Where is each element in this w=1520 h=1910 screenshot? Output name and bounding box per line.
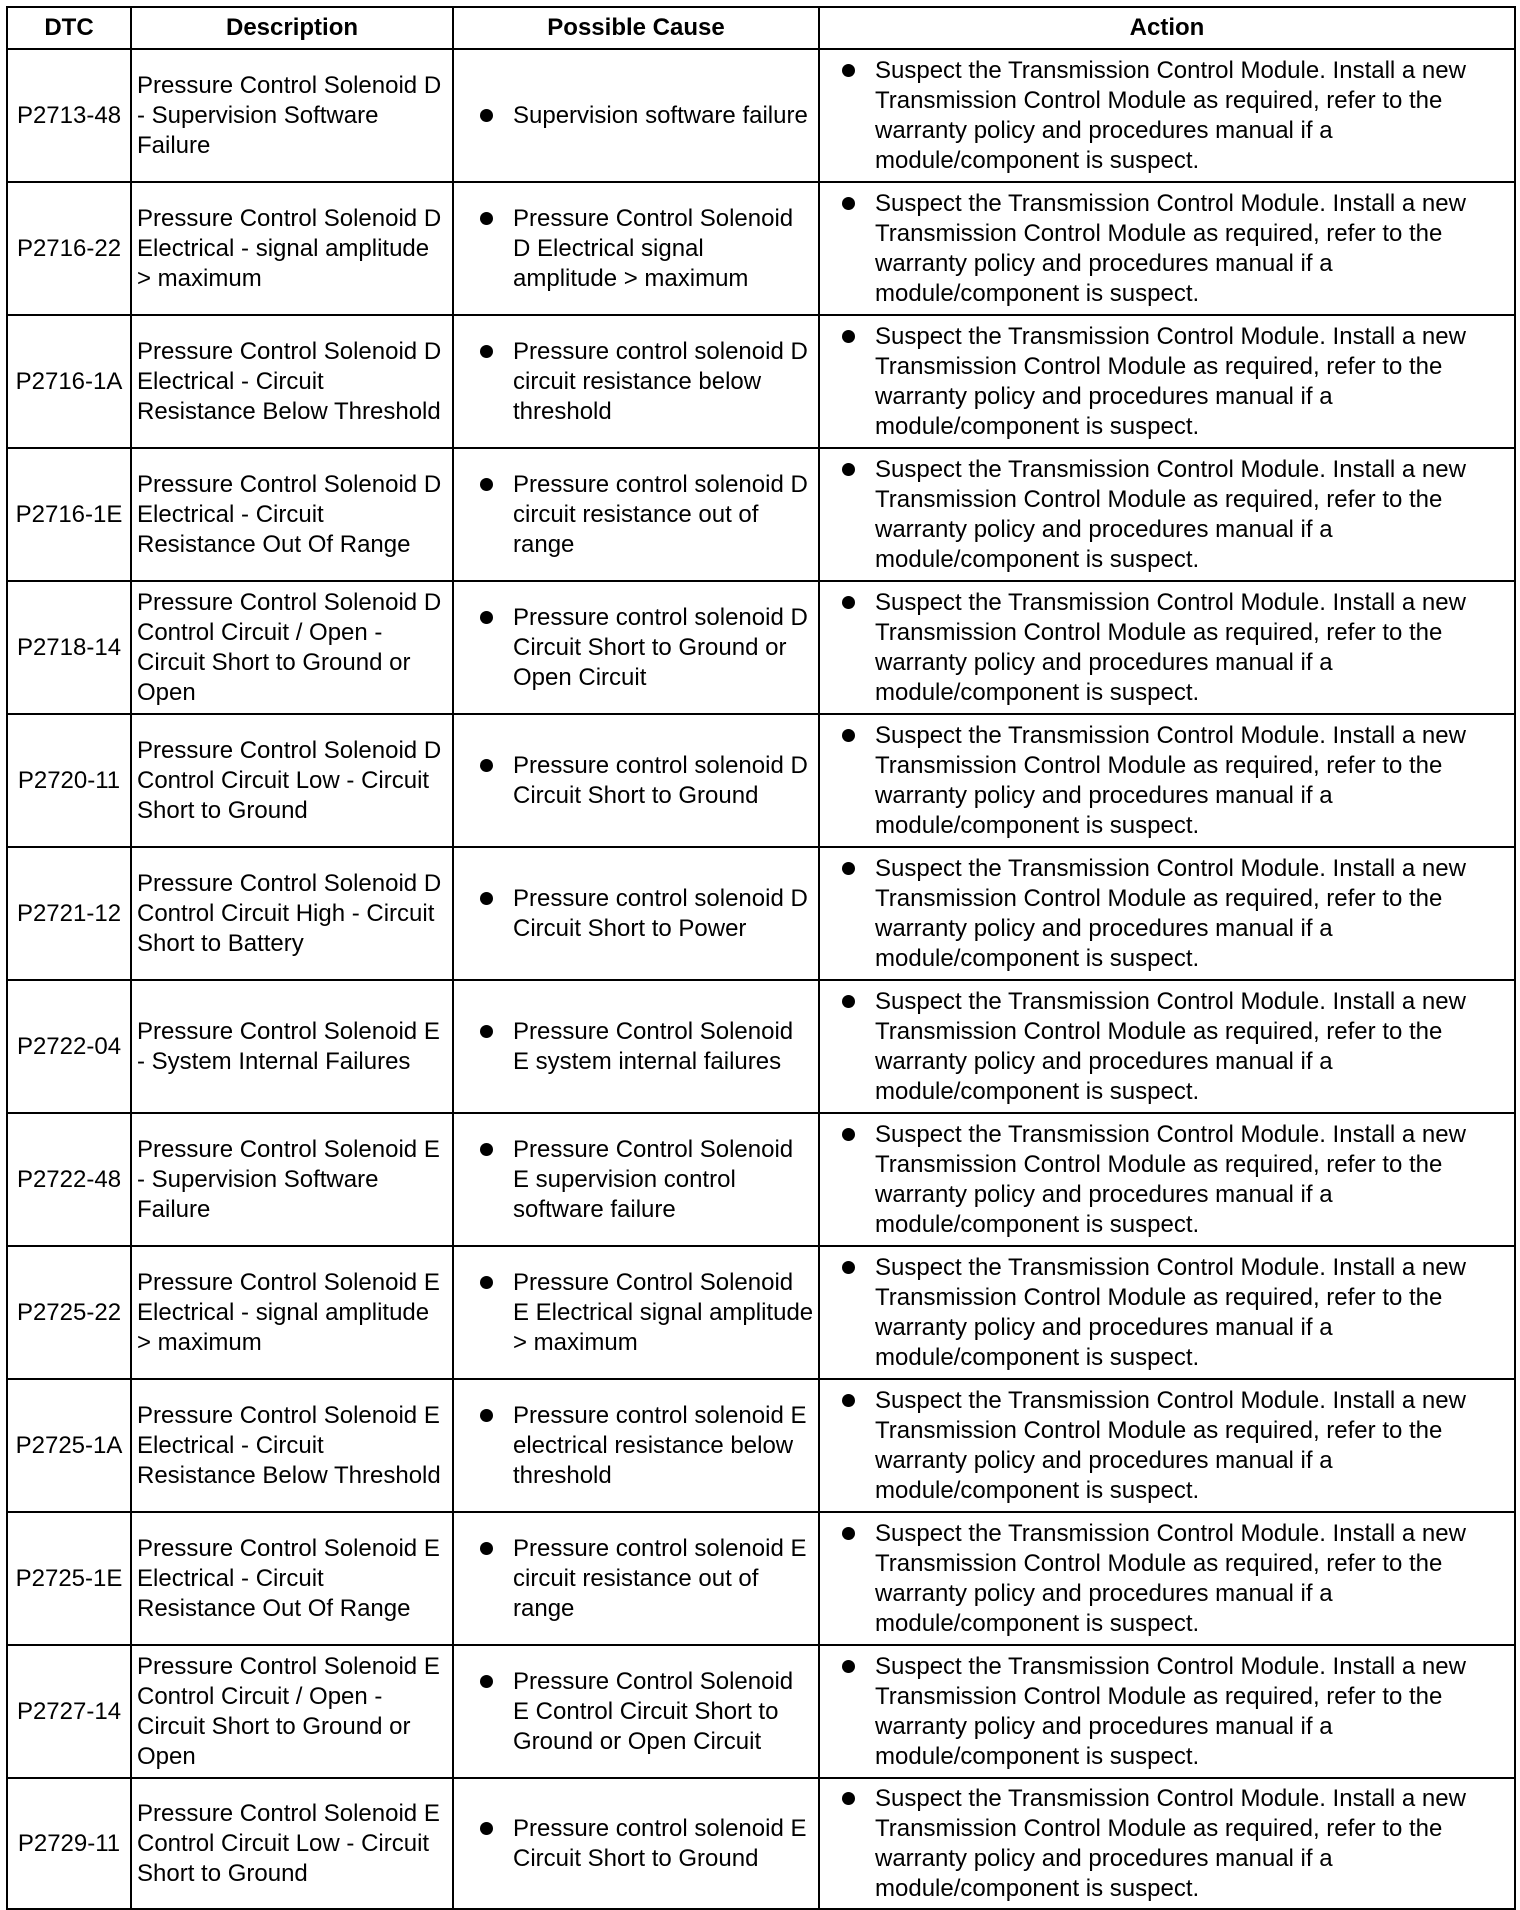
possible-cause-text: Pressure Control Solenoid E supervision control software failure bbox=[513, 1135, 794, 1223]
dtc-code: P2725-1E bbox=[7, 1512, 131, 1645]
dtc-code: P2729-11 bbox=[7, 1778, 131, 1909]
table-row-p2729-11 bbox=[7, 1778, 1515, 1909]
action-cell bbox=[819, 714, 1515, 847]
action-item bbox=[842, 189, 1508, 309]
description-cell: Pressure Control Solenoid E - Supervision Software Failure bbox=[131, 1113, 453, 1246]
action-cell bbox=[819, 1512, 1515, 1645]
bullet-icon bbox=[842, 1527, 855, 1540]
description-cell: Pressure Control Solenoid D Control Circuit Low - Circuit Short to Ground bbox=[131, 714, 453, 847]
bullet-icon bbox=[842, 197, 855, 210]
action-item bbox=[842, 1120, 1508, 1240]
possible-cause-text: Pressure control solenoid E Circuit Short to Ground bbox=[513, 1814, 807, 1872]
possible-cause-text: Pressure control solenoid D Circuit Short to Ground bbox=[513, 751, 808, 809]
action-text: Suspect the Transmission Control Module. Install a new Transmission Control Module as required, refer to the warranty policy and procedures manual if a module/component is suspect. bbox=[875, 1120, 1466, 1238]
action-item bbox=[842, 987, 1508, 1107]
possible-cause-text: Pressure control solenoid D circuit resistance below threshold bbox=[513, 337, 808, 425]
dtc-code: P2716-1E bbox=[7, 448, 131, 581]
bullet-icon bbox=[842, 995, 855, 1008]
action-cell bbox=[819, 1645, 1515, 1778]
description-cell: Pressure Control Solenoid E Control Circuit / Open - Circuit Short to Ground or Open bbox=[131, 1645, 453, 1778]
possible-cause-cell bbox=[453, 182, 819, 315]
possible-cause-cell bbox=[453, 49, 819, 182]
action-text: Suspect the Transmission Control Module. Install a new Transmission Control Module as required, refer to the warranty policy and procedures manual if a module/component is suspect. bbox=[875, 455, 1466, 573]
possible-cause-text: Pressure control solenoid E circuit resistance out of range bbox=[513, 1534, 807, 1622]
bullet-icon bbox=[842, 862, 855, 875]
action-text: Suspect the Transmission Control Module. Install a new Transmission Control Module as required, refer to the warranty policy and procedures manual if a module/component is suspect. bbox=[875, 721, 1466, 839]
action-text: Suspect the Transmission Control Module. Install a new Transmission Control Module as required, refer to the warranty policy and procedures manual if a module/component is suspect. bbox=[875, 1386, 1466, 1504]
bullet-icon bbox=[480, 1822, 493, 1835]
action-text: Suspect the Transmission Control Module. Install a new Transmission Control Module as required, refer to the warranty policy and procedures manual if a module/component is suspect. bbox=[875, 1253, 1466, 1371]
table-body bbox=[7, 49, 1515, 1909]
action-item bbox=[842, 854, 1508, 974]
possible-cause-cell bbox=[453, 1645, 819, 1778]
dtc-table bbox=[6, 6, 1516, 1910]
possible-cause-text: Pressure Control Solenoid E Control Circuit Short to Ground or Open Circuit bbox=[513, 1667, 794, 1755]
possible-cause-item bbox=[480, 1135, 814, 1225]
possible-cause-item bbox=[480, 1017, 814, 1077]
bullet-icon bbox=[480, 1143, 493, 1156]
header-possible-cause: Possible Cause bbox=[453, 7, 819, 49]
table-row-p2725-1e bbox=[7, 1512, 1515, 1645]
dtc-code: P2725-1A bbox=[7, 1379, 131, 1512]
bullet-icon bbox=[480, 759, 493, 772]
possible-cause-text: Supervision software failure bbox=[513, 101, 808, 129]
possible-cause-cell bbox=[453, 581, 819, 714]
bullet-icon bbox=[842, 729, 855, 742]
bullet-icon bbox=[842, 1660, 855, 1673]
possible-cause-cell bbox=[453, 1379, 819, 1512]
table-row-p2713-48 bbox=[7, 49, 1515, 182]
action-item bbox=[842, 56, 1508, 176]
description-cell: Pressure Control Solenoid D Electrical - Circuit Resistance Below Threshold bbox=[131, 315, 453, 448]
action-cell bbox=[819, 182, 1515, 315]
possible-cause-item bbox=[480, 337, 814, 427]
table-row-p2725-1a bbox=[7, 1379, 1515, 1512]
possible-cause-item bbox=[480, 1268, 814, 1358]
bullet-icon bbox=[480, 1276, 493, 1289]
header-dtc: DTC bbox=[7, 7, 131, 49]
possible-cause-item bbox=[480, 884, 814, 944]
bullet-icon bbox=[480, 212, 493, 225]
action-cell bbox=[819, 847, 1515, 980]
table-row-p2716-1a bbox=[7, 315, 1515, 448]
possible-cause-item bbox=[480, 603, 814, 693]
bullet-icon bbox=[842, 1261, 855, 1274]
action-text: Suspect the Transmission Control Module. Install a new Transmission Control Module as required, refer to the warranty policy and procedures manual if a module/component is suspect. bbox=[875, 588, 1466, 706]
possible-cause-cell bbox=[453, 315, 819, 448]
possible-cause-cell bbox=[453, 1778, 819, 1909]
possible-cause-item bbox=[480, 1814, 814, 1874]
action-cell bbox=[819, 581, 1515, 714]
description-cell: Pressure Control Solenoid E Electrical - Circuit Resistance Below Threshold bbox=[131, 1379, 453, 1512]
action-text: Suspect the Transmission Control Module. Install a new Transmission Control Module as required, refer to the warranty policy and procedures manual if a module/component is suspect. bbox=[875, 987, 1466, 1105]
possible-cause-text: Pressure control solenoid D circuit resistance out of range bbox=[513, 470, 808, 558]
possible-cause-item bbox=[480, 101, 814, 131]
bullet-icon bbox=[480, 478, 493, 491]
dtc-code: P2716-1A bbox=[7, 315, 131, 448]
dtc-code: P2725-22 bbox=[7, 1246, 131, 1379]
possible-cause-cell bbox=[453, 1246, 819, 1379]
possible-cause-text: Pressure control solenoid D Circuit Short to Ground or Open Circuit bbox=[513, 603, 808, 691]
action-item bbox=[842, 588, 1508, 708]
action-cell bbox=[819, 49, 1515, 182]
header-row bbox=[7, 7, 1515, 49]
action-item bbox=[842, 322, 1508, 442]
description-cell: Pressure Control Solenoid D Electrical - signal amplitude > maximum bbox=[131, 182, 453, 315]
action-item bbox=[842, 721, 1508, 841]
action-text: Suspect the Transmission Control Module. Install a new Transmission Control Module as required, refer to the warranty policy and procedures manual if a module/component is suspect. bbox=[875, 854, 1466, 972]
possible-cause-cell bbox=[453, 714, 819, 847]
description-cell: Pressure Control Solenoid D Control Circuit High - Circuit Short to Battery bbox=[131, 847, 453, 980]
dtc-code: P2721-12 bbox=[7, 847, 131, 980]
bullet-icon bbox=[480, 345, 493, 358]
action-cell bbox=[819, 315, 1515, 448]
possible-cause-cell bbox=[453, 847, 819, 980]
dtc-code: P2722-04 bbox=[7, 980, 131, 1113]
dtc-code: P2718-14 bbox=[7, 581, 131, 714]
bullet-icon bbox=[480, 1409, 493, 1422]
bullet-icon bbox=[480, 109, 493, 122]
action-cell bbox=[819, 448, 1515, 581]
action-text: Suspect the Transmission Control Module. Install a new Transmission Control Module as required, refer to the warranty policy and procedures manual if a module/component is suspect. bbox=[875, 189, 1466, 307]
action-cell bbox=[819, 1778, 1515, 1909]
possible-cause-text: Pressure control solenoid D Circuit Short to Power bbox=[513, 884, 808, 942]
bullet-icon bbox=[480, 611, 493, 624]
table-row-p2727-14 bbox=[7, 1645, 1515, 1778]
possible-cause-item bbox=[480, 1534, 814, 1624]
action-item bbox=[842, 1253, 1508, 1373]
possible-cause-item bbox=[480, 1667, 814, 1757]
dtc-code: P2722-48 bbox=[7, 1113, 131, 1246]
possible-cause-item bbox=[480, 470, 814, 560]
bullet-icon bbox=[842, 1792, 855, 1805]
dtc-code: P2727-14 bbox=[7, 1645, 131, 1778]
bullet-icon bbox=[842, 596, 855, 609]
table-row-p2716-22 bbox=[7, 182, 1515, 315]
possible-cause-text: Pressure Control Solenoid E Electrical signal amplitude > maximum bbox=[513, 1268, 814, 1356]
table-row-p2720-11 bbox=[7, 714, 1515, 847]
action-item bbox=[842, 1652, 1508, 1772]
action-text: Suspect the Transmission Control Module. Install a new Transmission Control Module as required, refer to the warranty policy and procedures manual if a module/component is suspect. bbox=[875, 1784, 1466, 1902]
header-action: Action bbox=[819, 7, 1515, 49]
table-row-p2721-12 bbox=[7, 847, 1515, 980]
action-cell bbox=[819, 1113, 1515, 1246]
table-row-p2722-04 bbox=[7, 980, 1515, 1113]
possible-cause-item bbox=[480, 204, 814, 294]
possible-cause-cell bbox=[453, 1113, 819, 1246]
bullet-icon bbox=[480, 1542, 493, 1555]
possible-cause-item bbox=[480, 751, 814, 811]
possible-cause-cell bbox=[453, 980, 819, 1113]
action-item bbox=[842, 455, 1508, 575]
action-text: Suspect the Transmission Control Module. Install a new Transmission Control Module as required, refer to the warranty policy and procedures manual if a module/component is suspect. bbox=[875, 56, 1466, 174]
bullet-icon bbox=[842, 463, 855, 476]
possible-cause-cell bbox=[453, 1512, 819, 1645]
action-item bbox=[842, 1784, 1508, 1904]
action-item bbox=[842, 1519, 1508, 1639]
bullet-icon bbox=[480, 1025, 493, 1038]
table-row-p2722-48 bbox=[7, 1113, 1515, 1246]
possible-cause-text: Pressure Control Solenoid E system internal failures bbox=[513, 1017, 794, 1075]
bullet-icon bbox=[480, 1675, 493, 1688]
dtc-code: P2713-48 bbox=[7, 49, 131, 182]
dtc-code: P2720-11 bbox=[7, 714, 131, 847]
possible-cause-cell bbox=[453, 448, 819, 581]
action-cell bbox=[819, 1379, 1515, 1512]
description-cell: Pressure Control Solenoid E Control Circuit Low - Circuit Short to Ground bbox=[131, 1778, 453, 1909]
action-cell bbox=[819, 1246, 1515, 1379]
bullet-icon bbox=[842, 64, 855, 77]
header-description: Description bbox=[131, 7, 453, 49]
bullet-icon bbox=[480, 892, 493, 905]
dtc-code: P2716-22 bbox=[7, 182, 131, 315]
description-cell: Pressure Control Solenoid E Electrical - signal amplitude > maximum bbox=[131, 1246, 453, 1379]
action-cell bbox=[819, 980, 1515, 1113]
possible-cause-item bbox=[480, 1401, 814, 1491]
description-cell: Pressure Control Solenoid D Control Circuit / Open - Circuit Short to Ground or Open bbox=[131, 581, 453, 714]
table-row-p2716-1e bbox=[7, 448, 1515, 581]
bullet-icon bbox=[842, 1128, 855, 1141]
description-cell: Pressure Control Solenoid D - Supervision Software Failure bbox=[131, 49, 453, 182]
description-cell: Pressure Control Solenoid E Electrical - Circuit Resistance Out Of Range bbox=[131, 1512, 453, 1645]
action-text: Suspect the Transmission Control Module. Install a new Transmission Control Module as required, refer to the warranty policy and procedures manual if a module/component is suspect. bbox=[875, 1519, 1466, 1637]
action-item bbox=[842, 1386, 1508, 1506]
bullet-icon bbox=[842, 1394, 855, 1407]
table-row-p2718-14 bbox=[7, 581, 1515, 714]
bullet-icon bbox=[842, 330, 855, 343]
action-text: Suspect the Transmission Control Module. Install a new Transmission Control Module as required, refer to the warranty policy and procedures manual if a module/component is suspect. bbox=[875, 322, 1466, 440]
table-row-p2725-22 bbox=[7, 1246, 1515, 1379]
possible-cause-text: Pressure control solenoid E electrical resistance below threshold bbox=[513, 1401, 807, 1489]
description-cell: Pressure Control Solenoid D Electrical - Circuit Resistance Out Of Range bbox=[131, 448, 453, 581]
possible-cause-text: Pressure Control Solenoid D Electrical signal amplitude > maximum bbox=[513, 204, 794, 292]
action-text: Suspect the Transmission Control Module. Install a new Transmission Control Module as required, refer to the warranty policy and procedures manual if a module/component is suspect. bbox=[875, 1652, 1466, 1770]
description-cell: Pressure Control Solenoid E - System Internal Failures bbox=[131, 980, 453, 1113]
